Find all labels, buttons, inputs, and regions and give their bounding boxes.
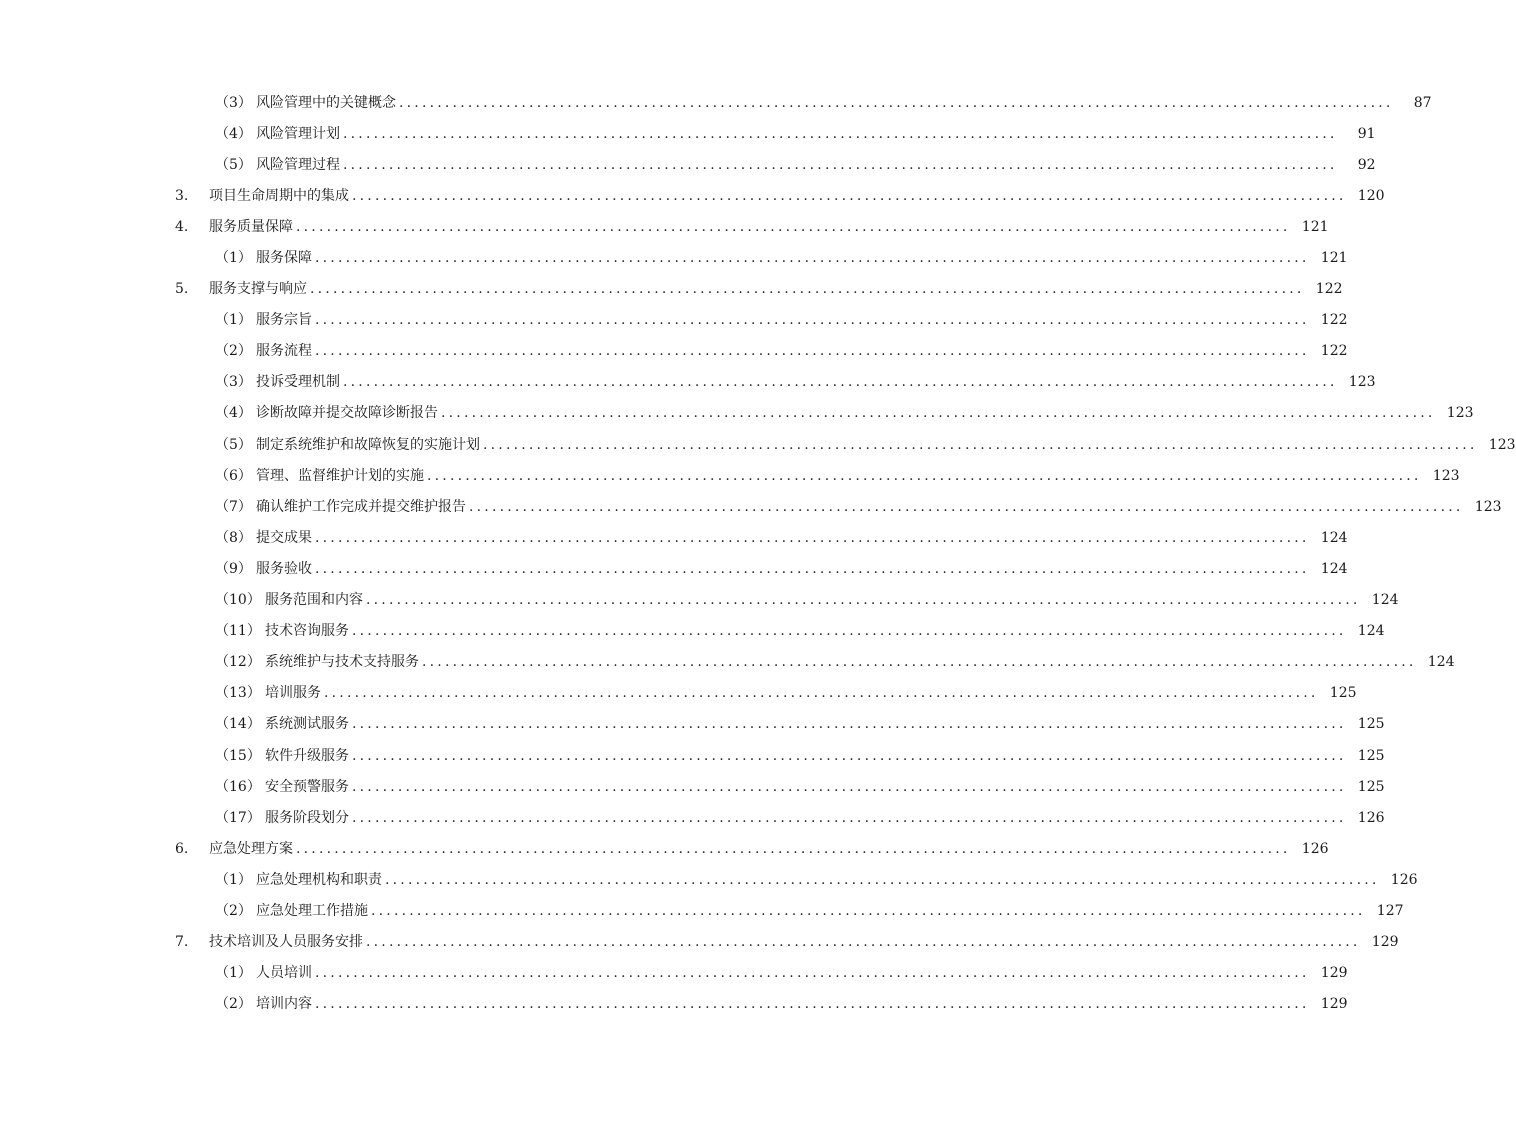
toc-entry-page: 121 [1320, 250, 1348, 267]
toc-entry-number: （4） [215, 405, 252, 422]
toc-entry-page: 123 [1488, 436, 1516, 453]
toc-entry-page: 125 [1357, 747, 1385, 764]
toc-entry-number: （13） [215, 685, 261, 702]
toc-entry-page: 129 [1371, 934, 1399, 951]
toc-entry-title: 风险管理计划 [256, 125, 340, 142]
toc-entry-title: 提交成果 [256, 529, 312, 546]
toc-entry[interactable] [0, 864, 1418, 895]
toc-entry-page: 129 [1320, 996, 1348, 1013]
toc-entry-page: 126 [1357, 809, 1385, 826]
toc-entry[interactable] [0, 802, 1385, 833]
toc-entry-title: 服务阶段划分 [265, 809, 349, 826]
toc-entry-page: 122 [1320, 312, 1348, 329]
toc-entry-title: 投诉受理机制 [256, 374, 340, 391]
toc-entry-page: 123 [1348, 374, 1376, 391]
toc-entry-number: （1） [215, 871, 252, 888]
toc-entry-title: 培训内容 [256, 996, 312, 1013]
toc-entry-number: （14） [215, 716, 261, 733]
toc-dot-leader: .................................................................................................................................. [296, 840, 1291, 857]
toc-entry-page: 125 [1357, 716, 1385, 733]
toc-entry[interactable] [0, 429, 1516, 460]
toc-entry[interactable] [0, 274, 1343, 305]
toc-entry[interactable] [0, 305, 1348, 336]
toc-entry-title: 服务质量保障 [209, 218, 293, 235]
toc-entry-number: （2） [215, 343, 252, 360]
toc-dot-leader: .................................................................................................................................. [483, 436, 1478, 453]
toc-dot-leader: .................................................................................................................................. [399, 94, 1394, 111]
toc-entry[interactable] [0, 709, 1385, 740]
toc-dot-leader: .................................................................................................................................. [366, 934, 1361, 951]
toc-entry[interactable] [0, 522, 1348, 553]
toc-entry-page: 124 [1371, 592, 1399, 609]
toc-entry-page: 126 [1301, 840, 1329, 857]
toc-entry-title: 管理、监督维护计划的实施 [256, 467, 424, 484]
toc-entry-title: 服务流程 [256, 343, 312, 360]
toc-entry[interactable] [0, 460, 1460, 491]
toc-dot-leader: .................................................................................................................................. [366, 592, 1361, 609]
toc-entry-page: 122 [1315, 281, 1343, 298]
toc-entry-page: 123 [1432, 467, 1460, 484]
toc-entry[interactable] [0, 491, 1502, 522]
toc-dot-leader: .................................................................................................................................. [315, 312, 1310, 329]
toc-entry-number: （1） [215, 312, 252, 329]
toc-entry-title: 确认维护工作完成并提交维护报告 [256, 498, 466, 515]
toc-entry-page: 124 [1320, 560, 1348, 577]
toc-entry-title: 系统测试服务 [265, 716, 349, 733]
toc-dot-leader: .................................................................................................................................. [315, 250, 1310, 267]
toc-entry-page: 124 [1320, 529, 1348, 546]
toc-entry-number: （1） [215, 250, 252, 267]
toc-entry-number: （2） [215, 902, 252, 919]
toc-entry-title: 服务验收 [256, 560, 312, 577]
toc-dot-leader: .................................................................................................................................. [352, 716, 1347, 733]
toc-dot-leader: .................................................................................................................................. [441, 405, 1436, 422]
toc-entry-title: 技术培训及人员服务安排 [209, 934, 363, 951]
toc-dot-leader: .................................................................................................................................. [352, 809, 1347, 826]
toc-entry-page: 122 [1320, 343, 1348, 360]
toc-entry-page: 123 [1446, 405, 1474, 422]
toc-dot-leader: .................................................................................................................................. [352, 747, 1347, 764]
toc-entry-page: 120 [1357, 187, 1385, 204]
toc-entry-title: 服务宗旨 [256, 312, 312, 329]
toc-entry-page: 125 [1329, 685, 1357, 702]
toc-entry-number: 6. [175, 840, 189, 857]
toc-entry-number: （5） [215, 156, 252, 173]
toc-entry-page: 129 [1320, 965, 1348, 982]
toc-entry-title: 服务保障 [256, 250, 312, 267]
toc-entry-title: 项目生命周期中的集成 [209, 187, 349, 204]
toc-entry-number: （16） [215, 778, 261, 795]
toc-dot-leader: .................................................................................................................................. [422, 654, 1417, 671]
toc-entry-number: （12） [215, 654, 261, 671]
toc-entry[interactable] [0, 180, 1385, 211]
toc-entry-page: 121 [1301, 218, 1329, 235]
toc-dot-leader: .................................................................................................................................. [371, 902, 1366, 919]
toc-entry[interactable] [0, 616, 1385, 647]
toc-entry[interactable] [0, 958, 1348, 989]
toc-entry-title: 安全预警服务 [265, 778, 349, 795]
toc-entry-page: 124 [1357, 623, 1385, 640]
toc-entry-number: 7. [175, 934, 189, 951]
toc-entry-title: 服务范围和内容 [265, 592, 363, 609]
toc-entry-page: 91 [1357, 125, 1376, 142]
toc-dot-leader: .................................................................................................................................. [427, 467, 1422, 484]
toc-entry-number: （7） [215, 498, 252, 515]
toc-entry-number: （6） [215, 467, 252, 484]
toc-entry[interactable] [0, 678, 1357, 709]
toc-entry-number: （15） [215, 747, 261, 764]
toc-entry-title: 服务支撑与响应 [209, 281, 307, 298]
toc-entry-number: 5. [175, 281, 189, 298]
toc-dot-leader: .................................................................................................................................. [310, 281, 1305, 298]
toc-entry[interactable] [0, 585, 1399, 616]
toc-entry-page: 126 [1390, 871, 1418, 888]
table-of-contents [0, 87, 1516, 1020]
toc-dot-leader: .................................................................................................................................. [352, 623, 1347, 640]
toc-entry[interactable] [0, 553, 1348, 584]
toc-dot-leader: .................................................................................................................................. [343, 374, 1338, 391]
toc-entry-title: 风险管理过程 [256, 156, 340, 173]
toc-entry-page: 92 [1357, 156, 1376, 173]
toc-entry-page: 87 [1413, 94, 1432, 111]
toc-entry[interactable] [0, 771, 1385, 802]
toc-entry[interactable] [0, 833, 1329, 864]
toc-dot-leader: .................................................................................................................................. [385, 871, 1380, 888]
toc-entry-number: （9） [215, 560, 252, 577]
toc-dot-leader: .................................................................................................................................. [343, 156, 1338, 173]
toc-entry-page: 124 [1427, 654, 1455, 671]
toc-entry[interactable] [0, 211, 1329, 242]
toc-entry-number: 3. [175, 187, 189, 204]
toc-dot-leader: .................................................................................................................................. [324, 685, 1319, 702]
toc-dot-leader: .................................................................................................................................. [352, 187, 1347, 204]
toc-dot-leader: .................................................................................................................................. [469, 498, 1464, 515]
toc-entry-title: 应急处理机构和职责 [256, 871, 382, 888]
toc-entry-title: 应急处理方案 [209, 840, 293, 857]
toc-entry[interactable] [0, 367, 1376, 398]
toc-entry-number: （5） [215, 436, 252, 453]
toc-entry-page: 125 [1357, 778, 1385, 795]
toc-entry-title: 软件升级服务 [265, 747, 349, 764]
toc-dot-leader: .................................................................................................................................. [315, 965, 1310, 982]
toc-entry-page: 123 [1474, 498, 1502, 515]
toc-entry-number: 4. [175, 218, 189, 235]
toc-entry-title: 诊断故障并提交故障诊断报告 [256, 405, 438, 422]
toc-dot-leader: .................................................................................................................................. [315, 343, 1310, 360]
toc-entry-number: （1） [215, 965, 252, 982]
toc-dot-leader: .................................................................................................................................. [315, 529, 1310, 546]
toc-entry-number: （11） [215, 623, 261, 640]
toc-dot-leader: .................................................................................................................................. [352, 778, 1347, 795]
toc-entry-number: （17） [215, 809, 261, 826]
toc-entry[interactable] [0, 989, 1348, 1020]
toc-dot-leader: .................................................................................................................................. [315, 560, 1310, 577]
toc-entry[interactable] [0, 927, 1399, 958]
toc-entry-number: （3） [215, 374, 252, 391]
toc-entry[interactable] [0, 242, 1348, 273]
toc-entry-title: 系统维护与技术支持服务 [265, 654, 419, 671]
toc-entry[interactable] [0, 895, 1404, 926]
toc-entry-title: 风险管理中的关键概念 [256, 94, 396, 111]
toc-dot-leader: .................................................................................................................................. [343, 125, 1338, 142]
toc-dot-leader: .................................................................................................................................. [296, 218, 1291, 235]
toc-entry-number: （8） [215, 529, 252, 546]
toc-entry[interactable] [0, 149, 1376, 180]
toc-entry-number: （4） [215, 125, 252, 142]
toc-entry-title: 制定系统维护和故障恢复的实施计划 [256, 436, 480, 453]
toc-entry[interactable] [0, 118, 1376, 149]
toc-entry[interactable] [0, 740, 1385, 771]
toc-entry-page: 127 [1376, 902, 1404, 919]
toc-entry-number: （10） [215, 592, 261, 609]
toc-entry[interactable] [0, 336, 1348, 367]
toc-entry-title: 人员培训 [256, 965, 312, 982]
toc-entry-title: 技术咨询服务 [265, 623, 349, 640]
toc-entry-title: 培训服务 [265, 685, 321, 702]
toc-dot-leader: .................................................................................................................................. [315, 996, 1310, 1013]
toc-entry-title: 应急处理工作措施 [256, 902, 368, 919]
toc-entry-number: （2） [215, 996, 252, 1013]
toc-entry[interactable] [0, 87, 1432, 118]
toc-entry-number: （3） [215, 94, 252, 111]
toc-entry[interactable] [0, 398, 1474, 429]
toc-entry[interactable] [0, 647, 1455, 678]
